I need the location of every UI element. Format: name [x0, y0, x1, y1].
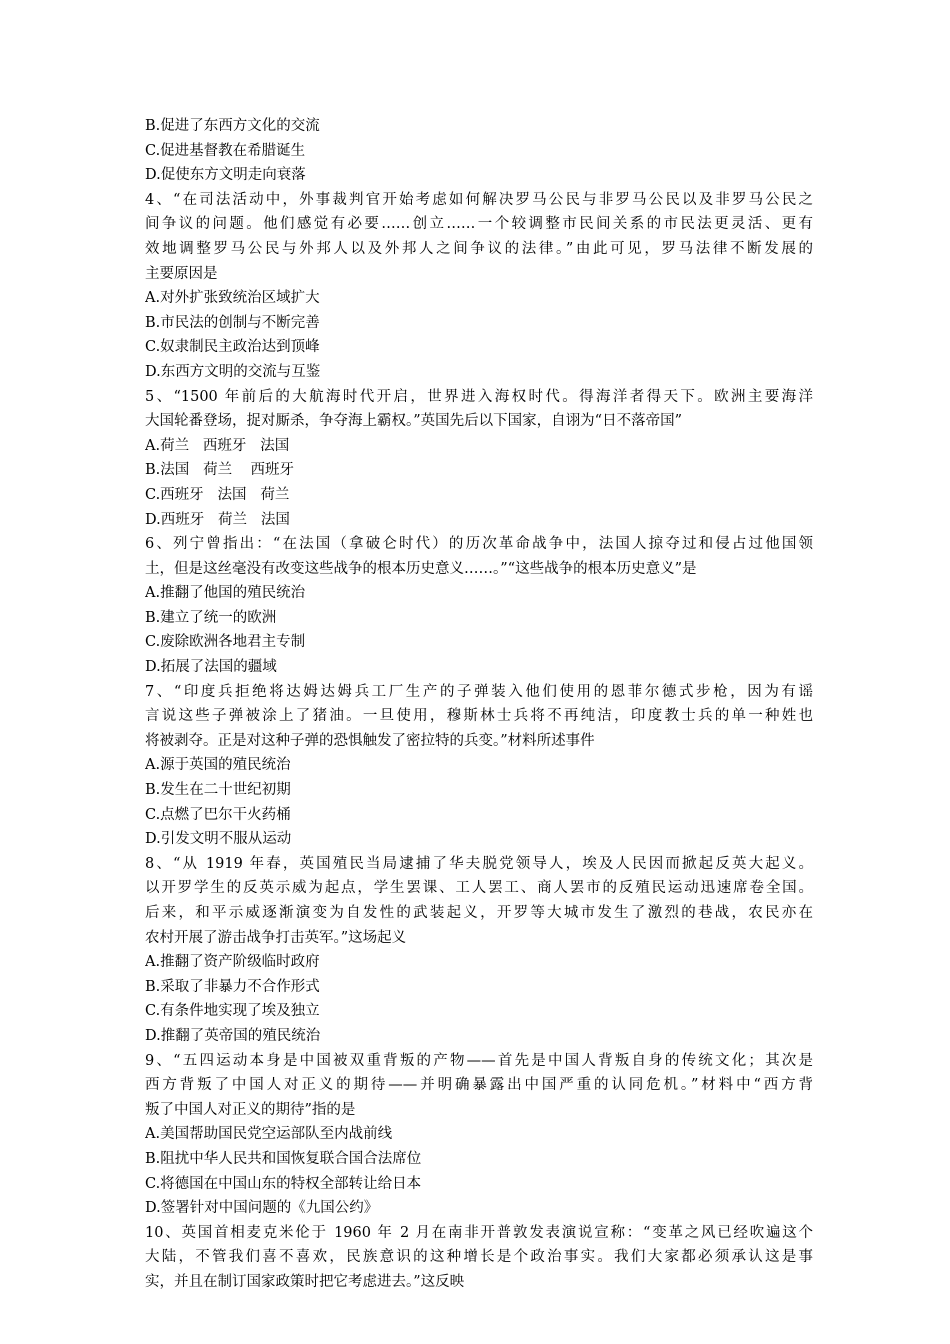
question-10 [145, 1221, 813, 1295]
stem-line: 实，并且在制订国家政策时把它考虑进去。”这反映 [145, 1273, 465, 1290]
stem-line: 后来，和平示威逐渐演变为自发性的武装起义，开罗等大城市发生了激烈的巷战，农民亦在 [145, 905, 813, 921]
option-b: B.建立了统一的欧洲 [145, 609, 277, 626]
option-c: C.废除欧洲各地君主专制 [145, 634, 306, 651]
option-d: D.引发文明不服从运动 [145, 831, 292, 848]
stem-line: 土，但是这丝毫没有改变这些战争的根本历史意义……。”“这些战争的根本历史意义”是 [145, 560, 697, 577]
question-list [145, 188, 813, 1295]
exam-page [145, 114, 813, 1295]
option-b: B.发生在二十世纪初期 [145, 782, 291, 799]
option-d: D.西班牙 荷兰 法国 [145, 511, 290, 528]
option-c: C.西班牙 法国 荷兰 [145, 486, 290, 503]
stem-line: 农村开展了游击战争打击英军。”这场起义 [145, 929, 407, 946]
stem-line: 4、“在司法活动中，外事裁判官开始考虑如何解决罗马公民与非罗马公民以及非罗马公民之 [145, 191, 813, 208]
question-stem [145, 680, 813, 754]
option-c: C.将德国在中国山东的特权全部转让给日本 [145, 1175, 422, 1192]
question-9 [145, 1049, 813, 1221]
option-c: C.点燃了巴尔干火药桶 [145, 806, 291, 823]
question-6 [145, 532, 813, 680]
option-a: A.推翻了资产阶级临时政府 [145, 954, 320, 971]
stem-line: 间争议的问题。他们感觉有必要……创立……一个较调整市民间关系的市民法更灵活、更有 [145, 216, 813, 233]
stem-line: 9、“五四运动本身是中国被双重背叛的产物——首先是中国人背叛自身的传统文化；其次是 [145, 1052, 813, 1069]
option-c: C.奴隶制民主政治达到顶峰 [145, 339, 320, 356]
option-b: B.阻扰中华人民共和国恢复联合国合法席位 [145, 1150, 422, 1167]
stem-line: 大国轮番登场，捉对厮杀，争夺海上霸权。”英国先后以下国家，自诩为“日不落帝国” [145, 413, 682, 430]
option-b: B.市民法的创制与不断完善 [145, 314, 320, 331]
stem-line: 以开罗学生的反英示威为起点，学生罢课、工人罢工、商人罢市的反殖民运动迅速席卷全国。 [145, 880, 813, 897]
stem-line: 大陆，不管我们喜不喜欢，民族意识的这种增长是个政治事实。我们大家都必须承认这是事 [145, 1249, 813, 1266]
option-a: A.推翻了他国的殖民统治 [145, 585, 306, 602]
question-5 [145, 385, 813, 533]
stem-line: 8、“从 1919 年春，英国殖民当局逮捕了华夫脱党领导人，埃及人民因而掀起反英大起义。 [145, 855, 813, 872]
stem-line: 将被剥夺。正是对这种子弹的恐惧触发了密拉特的兵变。”材料所述事件 [145, 732, 595, 749]
stem-line: 5、“1500 年前后的大航海时代开启，世界进入海权时代。得海洋者得天下。欧洲主要海洋 [145, 388, 813, 405]
option-c: C.有条件地实现了埃及独立 [145, 1003, 320, 1020]
question-stem [145, 532, 813, 581]
question-stem [145, 1049, 813, 1123]
option-a: A.源于英国的殖民统治 [145, 757, 291, 774]
stem-line: 西方背叛了中国人对正义的期待——并明确暴露出中国严重的认同危机。”材料中“西方背 [145, 1077, 813, 1094]
stem-line: 6、列宁曾指出：“在法国（拿破仑时代）的历次革命战争中，法国人掠夺过和侵占过他国领 [145, 536, 813, 553]
option-b: B.法国 荷兰 西班牙 [145, 462, 295, 479]
question-stem [145, 188, 813, 286]
question-stem [145, 1221, 813, 1295]
question-7 [145, 680, 813, 852]
question-stem [145, 852, 813, 950]
stem-line: 言说这些子弹被涂上了猪油。一旦使用，穆斯林士兵将不再纯洁，印度教士兵的单一种姓也 [145, 708, 813, 725]
leading-options [145, 114, 813, 188]
option-d: D.推翻了英帝国的殖民统治 [145, 1027, 321, 1044]
option-c: C.促进基督教在希腊诞生 [145, 142, 306, 159]
option-b: B.采取了非暴力不合作形式 [145, 978, 320, 995]
option-a: A.荷兰 西班牙 法国 [145, 437, 290, 454]
stem-line: 效地调整罗马公民与外邦人以及外邦人之间争议的法律。”由此可见，罗马法律不断发展的 [145, 240, 813, 257]
stem-line: 主要原因是 [145, 265, 218, 282]
stem-line: 叛了中国人对正义的期待”指的是 [145, 1101, 356, 1118]
stem-line: 10、英国首相麦克米伦于 1960 年 2 月在南非开普敦发表演说宣称：“变革之风已经吹遍这个 [145, 1224, 813, 1241]
option-a: A.美国帮助国民党空运部队至内战前线 [145, 1126, 393, 1143]
question-8 [145, 852, 813, 1049]
stem-line: 7、“印度兵拒绝将达姆达姆兵工厂生产的子弹装入他们使用的恩菲尔德式步枪，因为有谣 [145, 683, 813, 700]
question-4 [145, 188, 813, 385]
option-a: A.对外扩张致统治区域扩大 [145, 290, 320, 307]
option-b: B.促进了东西方文化的交流 [145, 118, 320, 134]
option-d: D.促使东方文明走向衰落 [145, 167, 306, 184]
option-d: D.签署针对中国问题的《九国公约》 [145, 1200, 379, 1217]
option-d: D.拓展了法国的疆域 [145, 659, 277, 676]
question-stem [145, 385, 813, 434]
option-d: D.东西方文明的交流与互鉴 [145, 363, 321, 380]
